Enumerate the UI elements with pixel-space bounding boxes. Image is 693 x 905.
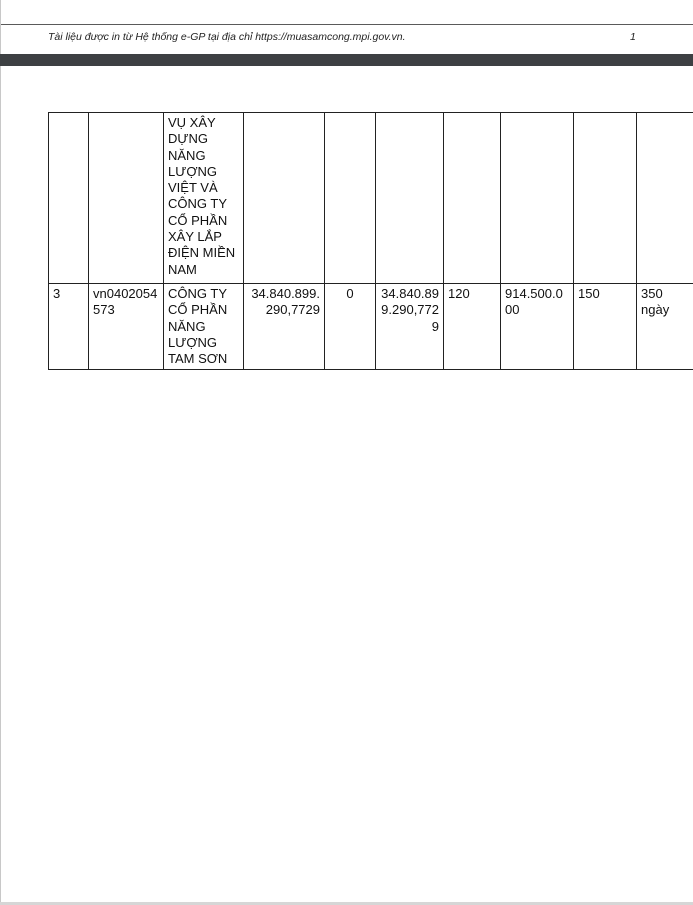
name-line: LƯỢNG [168, 334, 217, 350]
name-line: CỔ PHẦN [168, 212, 228, 228]
cell-bid-price [244, 113, 325, 284]
cell-col8 [501, 113, 574, 284]
cell-col9 [574, 113, 637, 284]
cell-price-after [376, 113, 444, 284]
cell-col7: 120 [444, 284, 501, 370]
name-line: NĂNG [168, 318, 206, 334]
name-line: ĐIỆN MIỀN [168, 245, 236, 261]
cell-col9: 150 [574, 284, 637, 370]
cell-code [89, 113, 164, 284]
name-line: NAM [168, 261, 197, 277]
cell-discount: 0 [325, 284, 376, 370]
name-line: CÔNG TY [168, 196, 227, 212]
table-row [49, 113, 693, 284]
cell-col8: 914.500.000 [501, 284, 574, 370]
name-line: XÂY LẮP [168, 229, 222, 245]
cell-code: vn0402054573 [89, 284, 164, 370]
page-separator [0, 54, 693, 66]
table-row [49, 284, 693, 370]
cell-stt [49, 113, 89, 284]
cell-bidder-name [164, 284, 244, 370]
cell-bid-price: 34.840.899.290,7729 [244, 284, 325, 370]
bid-results-table [48, 112, 693, 370]
document-page [0, 66, 693, 902]
cell-col10 [637, 113, 693, 284]
cell-col10: 350 ngày [637, 284, 693, 370]
page-top-rule [1, 0, 693, 25]
name-line: VIỆT VÀ [168, 180, 218, 196]
name-line: CỔ PHẦN [168, 302, 228, 318]
cell-bidder-name [164, 113, 244, 284]
print-source-footer: Tài liệu được in từ Hệ thống e-GP tại địa chỉ https://muasamcong.mpi.gov.vn. [48, 31, 406, 43]
name-line: DỰNG [168, 131, 208, 147]
previous-page-bottom [0, 0, 693, 54]
name-line: VỤ XÂY [168, 115, 216, 130]
name-line: TAM SƠN [168, 351, 228, 367]
cell-stt: 3 [49, 284, 89, 370]
name-line: NĂNG [168, 147, 206, 163]
page-number: 1 [630, 31, 636, 43]
name-line: CÔNG TY [168, 286, 227, 301]
cell-col7 [444, 113, 501, 284]
cell-discount [325, 113, 376, 284]
cell-price-after: 34.840.899.290,7729 [376, 284, 444, 370]
name-line: LƯỢNG [168, 163, 217, 179]
